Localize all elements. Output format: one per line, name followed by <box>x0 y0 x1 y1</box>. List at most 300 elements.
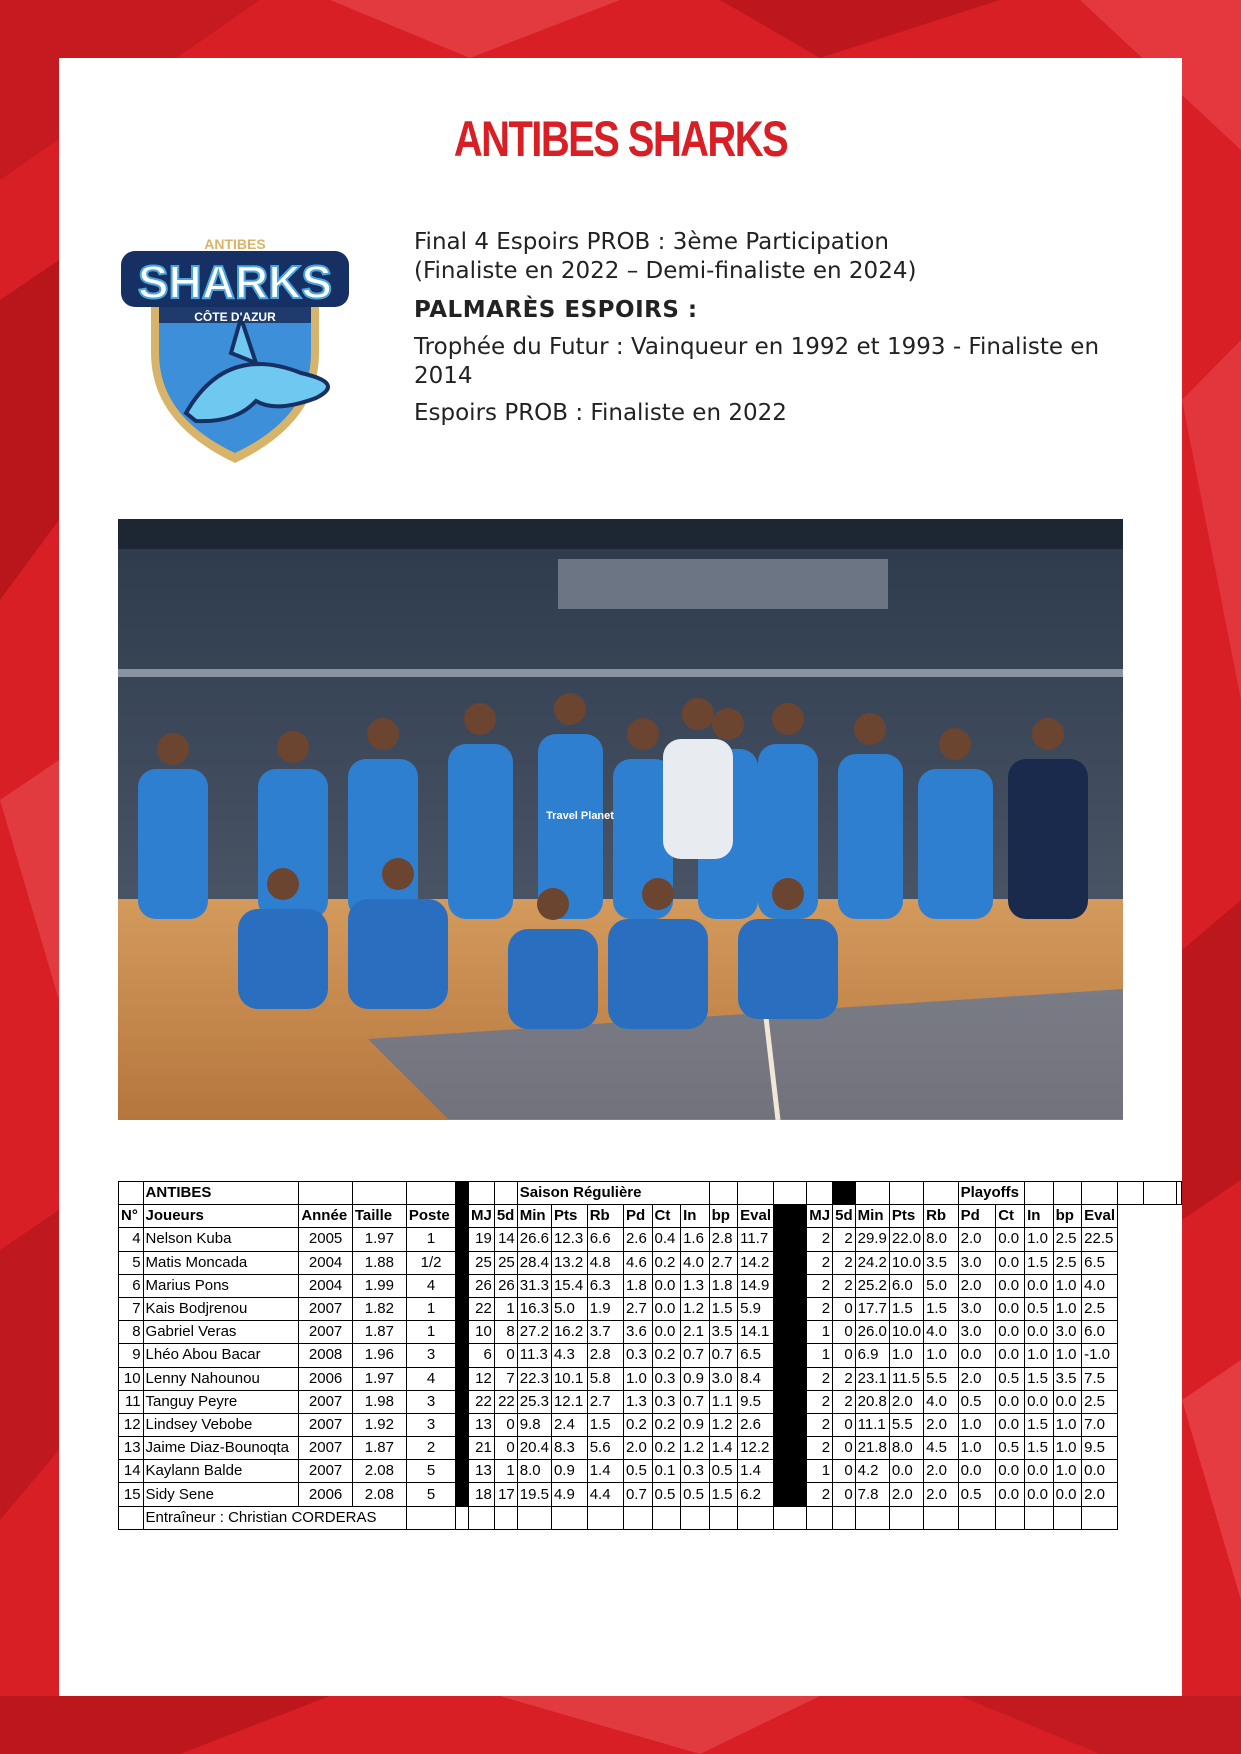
participation-text: Final 4 Espoirs PROB : 3ème Participation <box>414 229 889 255</box>
playoff-stat: 1.0 <box>1053 1413 1082 1436</box>
regular-stat: 2.8 <box>587 1344 623 1367</box>
player-number: 8 <box>119 1321 144 1344</box>
column-header: MJ <box>469 1205 495 1228</box>
column-separator <box>456 1344 469 1367</box>
player-name: Matis Moncada <box>143 1251 299 1274</box>
regular-stat: 0.0 <box>652 1274 681 1297</box>
playoff-stat: 1.0 <box>1053 1437 1082 1460</box>
player-name: Sidy Sene <box>143 1483 299 1506</box>
regular-stat: 2.6 <box>738 1413 774 1436</box>
regular-stat: 1.5 <box>709 1483 738 1506</box>
table-row <box>119 1437 1182 1460</box>
regular-stat: 1.3 <box>681 1274 710 1297</box>
regular-stat: 1.2 <box>709 1413 738 1436</box>
espoirs-line: Espoirs PROB : Finaliste en 2022 <box>414 400 787 426</box>
table-header-row <box>119 1205 1182 1228</box>
stats-table <box>118 1181 1182 1530</box>
player-position: 5 <box>406 1483 455 1506</box>
regular-stat: 1 <box>494 1297 517 1320</box>
team-label: ANTIBES <box>143 1182 299 1205</box>
regular-stat: 13 <box>469 1460 495 1483</box>
regular-stat: 0.3 <box>652 1367 681 1390</box>
regular-stat: 13.2 <box>551 1251 587 1274</box>
regular-stat: 26.6 <box>517 1228 551 1251</box>
regular-stat: 11.7 <box>738 1228 774 1251</box>
playoff-stat: 1 <box>807 1460 833 1483</box>
regular-stat: 0 <box>494 1437 517 1460</box>
table-row <box>119 1367 1182 1390</box>
table-cell <box>469 1506 495 1529</box>
regular-stat: 0.0 <box>652 1297 681 1320</box>
playoff-stat: 2.0 <box>1082 1483 1118 1506</box>
column-separator <box>456 1437 469 1460</box>
column-separator <box>456 1321 469 1344</box>
playoffs-label: Playoffs <box>958 1182 1024 1205</box>
playoff-stat: 5.5 <box>889 1413 923 1436</box>
regular-stat: 26 <box>494 1274 517 1297</box>
table-cell <box>774 1182 807 1205</box>
regular-stat: 18 <box>469 1483 495 1506</box>
playoff-stat: 20.8 <box>855 1390 889 1413</box>
regular-stat: 12 <box>469 1367 495 1390</box>
playoff-stat: 1.0 <box>1053 1297 1082 1320</box>
player-year: 2007 <box>299 1321 353 1344</box>
regular-stat: 0 <box>494 1344 517 1367</box>
column-separator <box>774 1251 807 1274</box>
player-height: 1.87 <box>352 1437 406 1460</box>
playoff-stat: 0.0 <box>996 1251 1025 1274</box>
playoff-stat: 7.5 <box>1082 1367 1118 1390</box>
regular-stat: 0.4 <box>652 1228 681 1251</box>
table-cell <box>774 1506 807 1529</box>
table-cell <box>1082 1506 1118 1529</box>
playoff-stat: 2.5 <box>1082 1297 1118 1320</box>
regular-stat: 0.2 <box>652 1413 681 1436</box>
playoff-stat: 2 <box>833 1274 856 1297</box>
regular-stat: 4.4 <box>587 1483 623 1506</box>
player-name: Lenny Nahounou <box>143 1367 299 1390</box>
player-name: Nelson Kuba <box>143 1228 299 1251</box>
table-row <box>119 1390 1182 1413</box>
regular-stat: 2.6 <box>623 1228 652 1251</box>
regular-stat: 26 <box>469 1274 495 1297</box>
playoff-stat: 2.5 <box>1053 1251 1082 1274</box>
regular-stat: 16.2 <box>551 1321 587 1344</box>
table-cell <box>738 1506 774 1529</box>
column-header: Poste <box>406 1205 455 1228</box>
table-row <box>119 1297 1182 1320</box>
regular-stat: 20.4 <box>517 1437 551 1460</box>
playoff-stat: 6.0 <box>889 1274 923 1297</box>
playoff-stat: 7.8 <box>855 1483 889 1506</box>
regular-stat: 1.2 <box>681 1297 710 1320</box>
table-row <box>119 1321 1182 1344</box>
playoff-stat: 0.0 <box>996 1297 1025 1320</box>
column-separator <box>456 1297 469 1320</box>
player-number: 9 <box>119 1344 144 1367</box>
player-height: 2.08 <box>352 1483 406 1506</box>
column-separator <box>774 1390 807 1413</box>
column-separator <box>774 1460 807 1483</box>
playoff-stat: 8.0 <box>889 1437 923 1460</box>
column-header: Ct <box>652 1205 681 1228</box>
playoff-stat: 4.0 <box>1082 1274 1118 1297</box>
table-cell <box>709 1182 738 1205</box>
playoff-stat: 0.0 <box>1025 1483 1054 1506</box>
playoff-stat: 22.0 <box>889 1228 923 1251</box>
regular-stat: 1.6 <box>681 1228 710 1251</box>
column-separator <box>774 1367 807 1390</box>
column-separator <box>774 1297 807 1320</box>
player-number: 14 <box>119 1460 144 1483</box>
regular-stat: 25 <box>469 1251 495 1274</box>
playoff-stat: 2.0 <box>889 1390 923 1413</box>
regular-stat: 0.9 <box>551 1460 587 1483</box>
playoff-stat: 1.0 <box>958 1437 996 1460</box>
regular-stat: 0.3 <box>681 1460 710 1483</box>
playoff-stat: 2.0 <box>958 1367 996 1390</box>
regular-stat: 8 <box>494 1321 517 1344</box>
logo-top-text: ANTIBES <box>204 236 266 252</box>
column-header: Eval <box>738 1205 774 1228</box>
playoff-stat: 3.5 <box>924 1251 959 1274</box>
regular-stat: 15.4 <box>551 1274 587 1297</box>
team-photo <box>118 519 1123 1120</box>
playoff-stat: 2 <box>807 1483 833 1506</box>
column-separator <box>456 1460 469 1483</box>
playoff-stat: 2.5 <box>1082 1390 1118 1413</box>
player-number: 7 <box>119 1297 144 1320</box>
column-separator <box>774 1413 807 1436</box>
regular-stat: 16.3 <box>517 1297 551 1320</box>
player-name: Gabriel Veras <box>143 1321 299 1344</box>
playoff-stat: 2.0 <box>924 1460 959 1483</box>
logo-sub-text: CÔTE D'AZUR <box>194 310 276 324</box>
table-cell <box>855 1182 889 1205</box>
playoff-stat: 1.0 <box>1053 1274 1082 1297</box>
playoff-stat: 3.0 <box>958 1321 996 1344</box>
table-cell <box>652 1506 681 1529</box>
regular-stat: 19.5 <box>517 1483 551 1506</box>
player-height: 1.82 <box>352 1297 406 1320</box>
regular-stat: 6.3 <box>587 1274 623 1297</box>
column-separator <box>774 1483 807 1506</box>
playoff-stat: 1.0 <box>1025 1228 1054 1251</box>
playoff-stat: 25.2 <box>855 1274 889 1297</box>
player-year: 2004 <box>299 1251 353 1274</box>
table-cell <box>889 1506 923 1529</box>
regular-stat: 1.4 <box>738 1460 774 1483</box>
player-number: 15 <box>119 1483 144 1506</box>
playoff-stat: 1.5 <box>1025 1437 1054 1460</box>
column-header: Année <box>299 1205 353 1228</box>
player-height: 1.97 <box>352 1228 406 1251</box>
playoff-stat: 1.5 <box>1025 1251 1054 1274</box>
palmares-heading: PALMARÈS ESPOIRS : <box>414 297 698 323</box>
table-row <box>119 1274 1182 1297</box>
playoff-stat: 2 <box>807 1274 833 1297</box>
column-header: bp <box>1053 1205 1082 1228</box>
player-height: 2.08 <box>352 1460 406 1483</box>
column-separator <box>456 1251 469 1274</box>
regular-stat: 0.3 <box>623 1344 652 1367</box>
regular-stat: 0.9 <box>681 1413 710 1436</box>
playoff-stat: 21.8 <box>855 1437 889 1460</box>
participation-line <box>414 228 1144 286</box>
player-number: 12 <box>119 1413 144 1436</box>
regular-stat: 5.6 <box>587 1437 623 1460</box>
playoff-stat: 2 <box>807 1251 833 1274</box>
regular-stat: 11.3 <box>517 1344 551 1367</box>
playoff-stat: 0.0 <box>1025 1390 1054 1413</box>
table-cell <box>623 1506 652 1529</box>
regular-stat: 2.7 <box>709 1251 738 1274</box>
regular-stat: 5.0 <box>551 1297 587 1320</box>
regular-stat: 6 <box>469 1344 495 1367</box>
table-row <box>119 1228 1182 1251</box>
playoff-stat: 0.5 <box>958 1483 996 1506</box>
regular-stat: 1.2 <box>681 1437 710 1460</box>
regular-stat: 1.0 <box>623 1367 652 1390</box>
playoff-stat: 0.0 <box>1053 1390 1082 1413</box>
regular-stat: 0.7 <box>681 1390 710 1413</box>
player-position: 4 <box>406 1367 455 1390</box>
playoff-stat: 0.5 <box>996 1367 1025 1390</box>
regular-stat: 0.1 <box>652 1460 681 1483</box>
playoff-stat: 0.0 <box>889 1460 923 1483</box>
column-separator <box>774 1344 807 1367</box>
player-number: 5 <box>119 1251 144 1274</box>
playoff-stat: 4.0 <box>924 1390 959 1413</box>
column-separator <box>774 1321 807 1344</box>
playoff-stat: 23.1 <box>855 1367 889 1390</box>
column-separator <box>456 1274 469 1297</box>
playoff-stat: 4.2 <box>855 1460 889 1483</box>
table-cell <box>1143 1182 1176 1205</box>
regular-stat: 1.8 <box>623 1274 652 1297</box>
regular-stat: 6.2 <box>738 1483 774 1506</box>
table-row <box>119 1344 1182 1367</box>
playoff-stat: 1.0 <box>1025 1344 1054 1367</box>
column-separator <box>774 1437 807 1460</box>
photo-banner-text: Travel Planet <box>546 810 614 822</box>
playoff-stat: 4.0 <box>924 1321 959 1344</box>
regular-stat: 3.5 <box>709 1321 738 1344</box>
regular-stat: 10.1 <box>551 1367 587 1390</box>
regular-stat: 8.4 <box>738 1367 774 1390</box>
playoff-stat: 0.0 <box>996 1460 1025 1483</box>
regular-stat: 17 <box>494 1483 517 1506</box>
player-year: 2006 <box>299 1483 353 1506</box>
column-separator <box>456 1413 469 1436</box>
regular-stat: 1.9 <box>587 1297 623 1320</box>
player-height: 1.99 <box>352 1274 406 1297</box>
player-year: 2007 <box>299 1297 353 1320</box>
table-cell <box>681 1506 710 1529</box>
playoff-stat: 1.5 <box>889 1297 923 1320</box>
player-name: Marius Pons <box>143 1274 299 1297</box>
player-position: 3 <box>406 1390 455 1413</box>
playoff-stat: 2.0 <box>924 1483 959 1506</box>
regular-stat: 28.4 <box>517 1251 551 1274</box>
antibes-sharks-logo <box>116 223 354 469</box>
playoff-stat: 1.0 <box>1053 1460 1082 1483</box>
column-separator <box>774 1274 807 1297</box>
regular-stat: 5.8 <box>587 1367 623 1390</box>
column-separator <box>456 1228 469 1251</box>
player-number: 11 <box>119 1390 144 1413</box>
table-row <box>119 1251 1182 1274</box>
playoff-stat: 6.0 <box>1082 1321 1118 1344</box>
playoff-stat: 0.5 <box>996 1437 1025 1460</box>
player-height: 1.88 <box>352 1251 406 1274</box>
playoff-stat: 1.0 <box>958 1413 996 1436</box>
regular-stat: 5.9 <box>738 1297 774 1320</box>
regular-stat: 25 <box>494 1251 517 1274</box>
player-height: 1.97 <box>352 1367 406 1390</box>
playoff-stat: 0 <box>833 1344 856 1367</box>
regular-stat: 0.5 <box>681 1483 710 1506</box>
player-height: 1.92 <box>352 1413 406 1436</box>
regular-stat: 8.0 <box>517 1460 551 1483</box>
table-cell <box>1025 1506 1054 1529</box>
regular-stat: 0.7 <box>623 1483 652 1506</box>
playoff-stat: 0 <box>833 1483 856 1506</box>
table-cell <box>1082 1182 1118 1205</box>
playoff-stat: 6.5 <box>1082 1251 1118 1274</box>
player-year: 2004 <box>299 1274 353 1297</box>
column-header: Joueurs <box>143 1205 299 1228</box>
playoff-stat: 0.0 <box>1025 1321 1054 1344</box>
column-header: N° <box>119 1205 144 1228</box>
playoff-stat: 0.0 <box>1025 1274 1054 1297</box>
playoff-stat: 22.5 <box>1082 1228 1118 1251</box>
playoff-stat: 0.5 <box>958 1390 996 1413</box>
playoff-stat: 0 <box>833 1321 856 1344</box>
regular-stat: 0.5 <box>709 1460 738 1483</box>
regular-stat: 22 <box>469 1297 495 1320</box>
regular-stat: 1.1 <box>709 1390 738 1413</box>
regular-stat: 4.8 <box>587 1251 623 1274</box>
playoff-stat: 2 <box>807 1437 833 1460</box>
playoff-stat: 1.0 <box>1053 1344 1082 1367</box>
playoff-stat: 0.0 <box>996 1344 1025 1367</box>
column-header: 5d <box>494 1205 517 1228</box>
column-header: Taille <box>352 1205 406 1228</box>
column-header: 5d <box>833 1205 856 1228</box>
regular-stat: 0 <box>494 1413 517 1436</box>
column-separator <box>774 1205 807 1228</box>
participation-detail: (Finaliste en 2022 – Demi-finaliste en 2024) <box>414 258 917 284</box>
playoff-stat: 4.5 <box>924 1437 959 1460</box>
playoff-stat: 2.0 <box>924 1413 959 1436</box>
player-position: 5 <box>406 1460 455 1483</box>
regular-stat: 0.0 <box>652 1321 681 1344</box>
playoff-stat: 0.0 <box>996 1274 1025 1297</box>
playoff-stat: 7.0 <box>1082 1413 1118 1436</box>
player-height: 1.98 <box>352 1390 406 1413</box>
regular-stat: 12.2 <box>738 1437 774 1460</box>
playoff-stat: 0.0 <box>996 1413 1025 1436</box>
column-header: Rb <box>924 1205 959 1228</box>
column-separator <box>774 1228 807 1251</box>
column-header: bp <box>709 1205 738 1228</box>
player-position: 1 <box>406 1228 455 1251</box>
playoff-stat: 8.0 <box>924 1228 959 1251</box>
column-separator <box>456 1182 469 1205</box>
column-header: Pd <box>623 1205 652 1228</box>
column-header: Rb <box>587 1205 623 1228</box>
table-cell <box>1025 1182 1054 1205</box>
playoff-stat: 3.5 <box>1053 1367 1082 1390</box>
playoff-stat: 2.0 <box>889 1483 923 1506</box>
playoff-stat: 1.5 <box>1025 1413 1054 1436</box>
playoff-stat: 26.0 <box>855 1321 889 1344</box>
coach-row <box>119 1506 1182 1529</box>
player-name: Kaylann Balde <box>143 1460 299 1483</box>
column-separator <box>833 1182 856 1205</box>
player-name: Lindsey Vebobe <box>143 1413 299 1436</box>
regular-stat: 10 <box>469 1321 495 1344</box>
playoff-stat: 1.0 <box>889 1344 923 1367</box>
column-header: In <box>681 1205 710 1228</box>
player-position: 1 <box>406 1321 455 1344</box>
playoff-stat: 0.0 <box>996 1483 1025 1506</box>
playoff-stat: 2 <box>833 1390 856 1413</box>
column-separator <box>456 1390 469 1413</box>
regular-season-label: Saison Régulière <box>517 1182 709 1205</box>
regular-stat: 21 <box>469 1437 495 1460</box>
regular-stat: 1 <box>494 1460 517 1483</box>
table-cell <box>406 1182 455 1205</box>
regular-stat: 2.7 <box>587 1390 623 1413</box>
playoff-stat: 1.0 <box>924 1344 959 1367</box>
playoff-stat: 6.9 <box>855 1344 889 1367</box>
regular-stat: 2.4 <box>551 1413 587 1436</box>
playoff-stat: 0 <box>833 1413 856 1436</box>
regular-stat: 14 <box>494 1228 517 1251</box>
playoff-stat: 2 <box>807 1297 833 1320</box>
player-number: 4 <box>119 1228 144 1251</box>
playoff-stat: 29.9 <box>855 1228 889 1251</box>
playoff-stat: 2 <box>833 1367 856 1390</box>
regular-stat: 0.7 <box>681 1344 710 1367</box>
table-row <box>119 1460 1182 1483</box>
trophee-line: Trophée du Futur : Vainqueur en 1992 et 1993 - Finaliste en 2014 <box>414 334 1100 389</box>
player-position: 2 <box>406 1437 455 1460</box>
regular-stat: 4.3 <box>551 1344 587 1367</box>
playoff-stat: 5.5 <box>924 1367 959 1390</box>
regular-stat: 9.5 <box>738 1390 774 1413</box>
player-number: 6 <box>119 1274 144 1297</box>
table-cell <box>807 1506 833 1529</box>
regular-stat: 8.3 <box>551 1437 587 1460</box>
playoff-stat: 2 <box>833 1251 856 1274</box>
table-row <box>119 1413 1182 1436</box>
playoff-stat: 2.5 <box>1053 1228 1082 1251</box>
player-number: 10 <box>119 1367 144 1390</box>
playoff-stat: 5.0 <box>924 1274 959 1297</box>
regular-stat: 0.2 <box>652 1251 681 1274</box>
regular-stat: 22 <box>469 1390 495 1413</box>
table-cell <box>119 1506 144 1529</box>
player-name: Kais Bodjrenou <box>143 1297 299 1320</box>
playoff-stat: 1.5 <box>924 1297 959 1320</box>
playoff-stat: 0.0 <box>958 1344 996 1367</box>
regular-stat: 1.3 <box>623 1390 652 1413</box>
column-separator <box>456 1483 469 1506</box>
player-name: Tanguy Peyre <box>143 1390 299 1413</box>
